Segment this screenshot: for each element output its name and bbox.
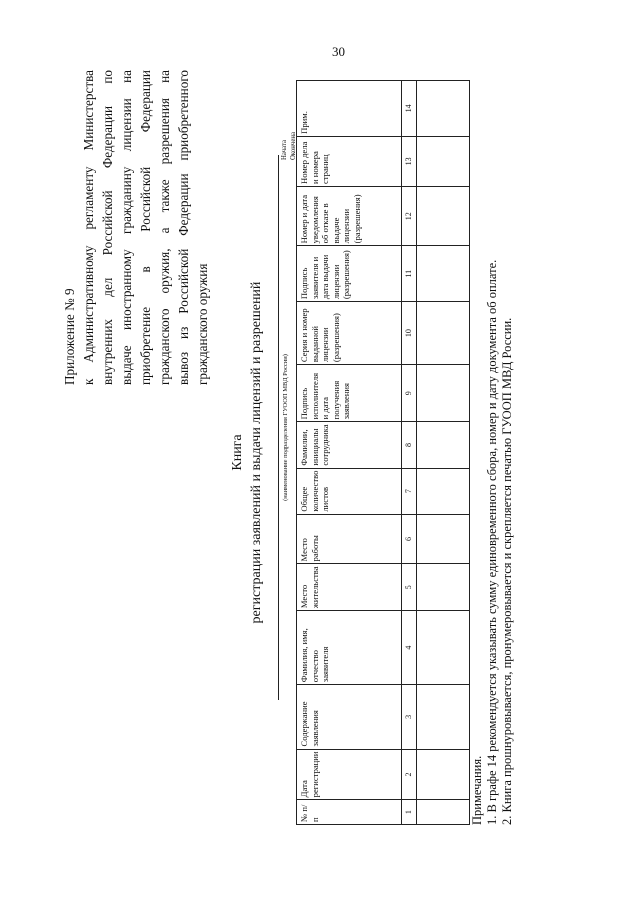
column-number: 10 [402, 302, 417, 365]
page-number: 30 [332, 44, 345, 59]
column-number: 2 [402, 749, 417, 800]
table-header-cell: Место жительства [297, 564, 402, 611]
table-cell [417, 302, 470, 365]
table-header-cell: Подпись заявителя и дата выдачи лицензии (разрешения) [297, 246, 402, 302]
table-cell [417, 514, 470, 564]
appendix-line: внутренних дел Российской Федерации по [100, 70, 115, 385]
table-cell [417, 685, 470, 749]
column-number: 13 [402, 136, 417, 186]
column-number: 8 [402, 422, 417, 468]
table-cell [417, 136, 470, 186]
column-number: 5 [402, 564, 417, 611]
notes-section [470, 65, 515, 825]
notes-title: Примечания. [470, 755, 484, 825]
column-number: 3 [402, 685, 417, 749]
table-header-row [297, 81, 402, 825]
table-header-cell: Прим. [297, 81, 402, 137]
note-item: 2. Книга прошнуровывается, пронумеровывается и скрепляется печатью ГУООП МВД России. [500, 317, 514, 825]
table-cell [417, 564, 470, 611]
column-number: 6 [402, 514, 417, 564]
table-cell [417, 81, 470, 137]
table-cell [417, 468, 470, 514]
table-header-cell: № п/п [297, 800, 402, 825]
table-header-cell: Дата регистрации [297, 749, 402, 800]
table-header-cell: Подпись исполнителя и дата получения заявления [297, 365, 402, 422]
table-header-cell: Номер и дата уведомления об отказе в выдаче лицензии (разрешения) [297, 187, 402, 246]
end-label: Окончена [290, 132, 297, 160]
table-header-cell: Место работы [297, 514, 402, 564]
department-name-caption: (наименование подразделения ГУООП МВД России) [282, 354, 289, 501]
table-header-cell: Общее количество листов [297, 468, 402, 514]
table-number-row [402, 81, 417, 825]
appendix-line: выдаче иностранному гражданину лицензии на [119, 70, 134, 385]
table-cell [417, 365, 470, 422]
column-number: 14 [402, 81, 417, 137]
table-header-cell: Фамилия, имя, отчество заявителя [297, 611, 402, 685]
column-number: 1 [402, 800, 417, 825]
department-name-line [278, 155, 279, 700]
appendix-line: гражданского оружия, а также разрешения на [157, 70, 172, 385]
appendix-line: гражданского оружия [195, 263, 210, 385]
table-empty-row [417, 81, 470, 825]
column-number: 7 [402, 468, 417, 514]
start-label: Начата [281, 140, 288, 160]
appendix-heading: Приложение № 9 [62, 288, 77, 385]
table-cell [417, 611, 470, 685]
appendix-header [60, 70, 212, 385]
table-header-cell: Фамилии, инициалы сотрудника [297, 422, 402, 468]
table-cell [417, 800, 470, 825]
column-number: 12 [402, 187, 417, 246]
appendix-line: приобретение в Российской Федерации [138, 70, 153, 385]
appendix-line: к Административному регламенту Министерства [81, 70, 96, 385]
book-subtitle: регистрации заявлений и выдачи лицензий и разрешений [249, 281, 264, 624]
table-header-cell: Номер дела и номера страниц [297, 136, 402, 186]
column-number: 11 [402, 246, 417, 302]
column-number: 9 [402, 365, 417, 422]
table-header-cell: Содержание заявления [297, 685, 402, 749]
registration-table [296, 80, 470, 825]
note-item: 1. В графе 14 рекомендуется указывать сумму единовременного сбора, номер и дату документа об оплате. [485, 259, 499, 825]
column-number: 4 [402, 611, 417, 685]
table-cell [417, 749, 470, 800]
appendix-line: вывоз из Российской Федерации приобретенного [176, 70, 191, 385]
table-header-cell: Серия и номер выданной лицензии (разрешения) [297, 302, 402, 365]
table-cell [417, 187, 470, 246]
table-cell [417, 422, 470, 468]
table-cell [417, 246, 470, 302]
book-title: Книга [230, 434, 245, 471]
